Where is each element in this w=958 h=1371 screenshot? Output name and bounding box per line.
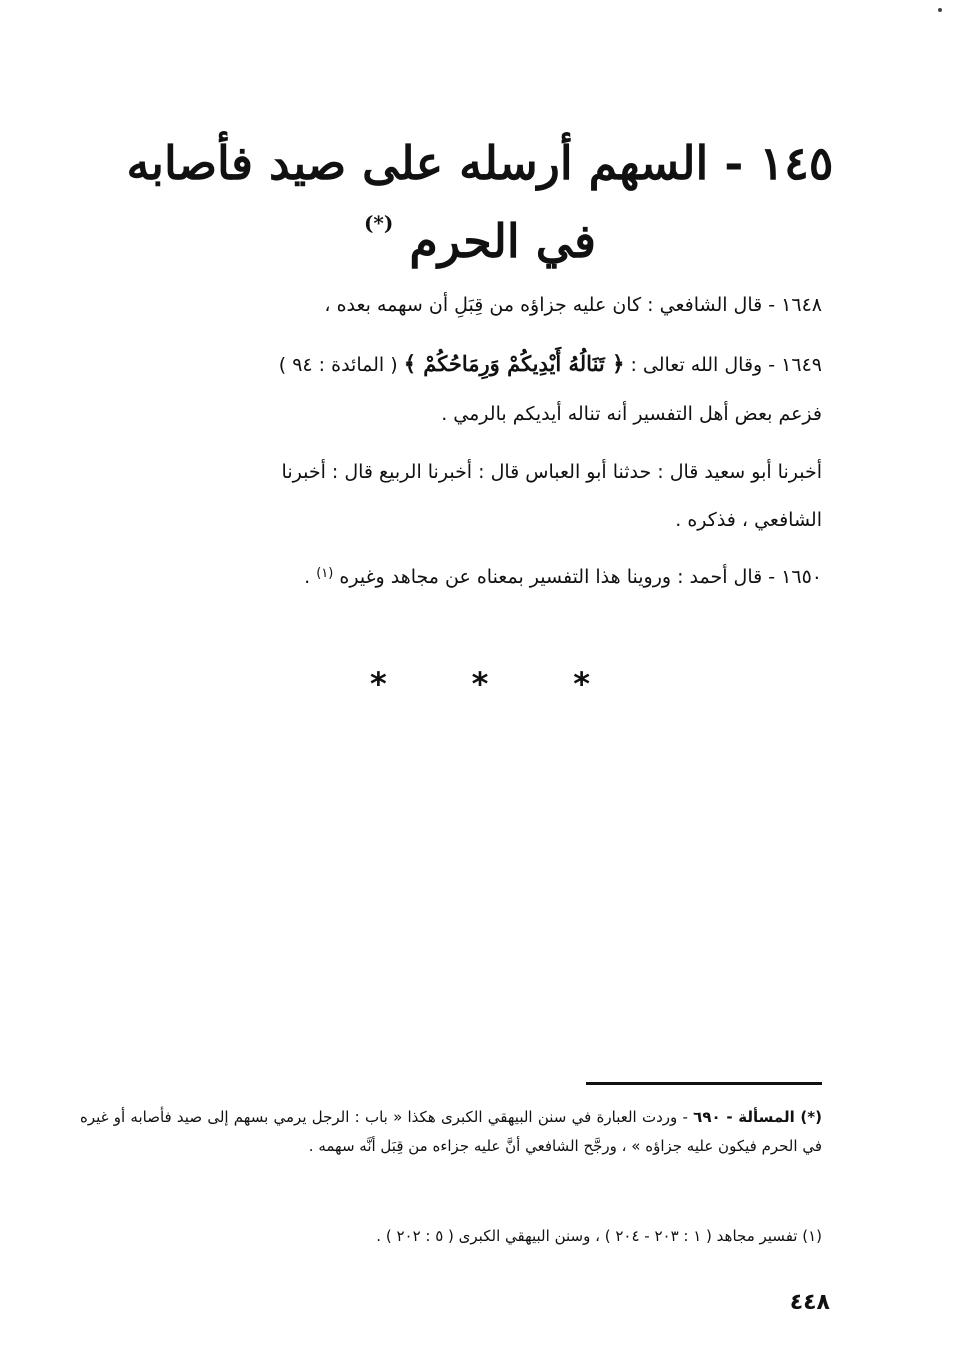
asterisk-icon: * <box>370 665 387 703</box>
chapter-title <box>120 138 840 189</box>
paragraph-1648 <box>80 293 822 319</box>
chapter-title-line2: في الحرم <box>409 214 597 268</box>
chapter-title-line1: ١٤٥ - السهم أرسله على صيد فأصابه <box>126 136 834 190</box>
paragraph-1650 <box>80 565 822 591</box>
paragraph-1649 <box>80 350 822 379</box>
paragraph-text: ١٦٤٨ - قال الشافعي : كان عليه جزاؤه من قِبَلِ أن سهمه بعده ، <box>324 294 822 316</box>
quran-reference: ( المائدة : ٩٤ ) <box>278 354 398 376</box>
isnad-line-2 <box>80 508 822 534</box>
footnote-text: - وردت العبارة في سنن البيهقي الكبرى هكذا « باب : الرجل يرمي بسهم إلى صيد فأصابه أو غيره في الحرم فيكون عليه جزاؤه » ، ورجَّح الشافعي أنَّ عليه جزاءه من قِبَل أنَّه سهمه . <box>80 1108 822 1155</box>
footnote-marker-1: (١) <box>316 566 334 581</box>
footnote-marker-star: (*) <box>363 211 394 235</box>
isnad-line-1 <box>80 460 822 486</box>
paragraph-end: . <box>304 566 311 588</box>
footnote-text: (١) تفسير مجاهد ( ١ : ٢٠٣ - ٢٠٤ ) ، وسنن البيهقي الكبرى ( ٥ : ٢٠٢ ) . <box>376 1227 822 1245</box>
footnote-heading: (*) المسألة - ٦٩٠ <box>693 1108 822 1126</box>
section-separator <box>370 665 590 703</box>
chapter-title-continued <box>120 211 840 268</box>
paragraph-text: أخبرنا أبو سعيد قال : حدثنا أبو العباس قال : أخبرنا الربيع قال : أخبرنا <box>281 461 822 483</box>
paragraph-1649-continued <box>80 402 822 428</box>
paragraph-text: ١٦٤٩ - وقال الله تعالى : <box>630 354 822 376</box>
footnote-divider <box>586 1082 822 1085</box>
page-number: ٤٤٨ <box>789 1290 830 1315</box>
paragraph-text: ١٦٥٠ - قال أحمد : وروينا هذا التفسير بمعناه عن مجاهد وغيره <box>339 566 822 588</box>
scan-speck <box>938 8 942 12</box>
asterisk-icon: * <box>471 665 489 703</box>
footnote-star <box>80 1103 822 1160</box>
footnote-1 <box>80 1222 822 1251</box>
paragraph-text: الشافعي ، فذكره . <box>675 509 822 531</box>
paragraph-text: فزعم بعض أهل التفسير أنه تناله أيديكم بالرمي . <box>441 403 822 425</box>
asterisk-icon: * <box>573 665 590 703</box>
quran-quote: ﴿ تَنَالُهُ أَيْدِيكُمْ وَرِمَاحُكُمْ ﴾ <box>403 351 625 376</box>
